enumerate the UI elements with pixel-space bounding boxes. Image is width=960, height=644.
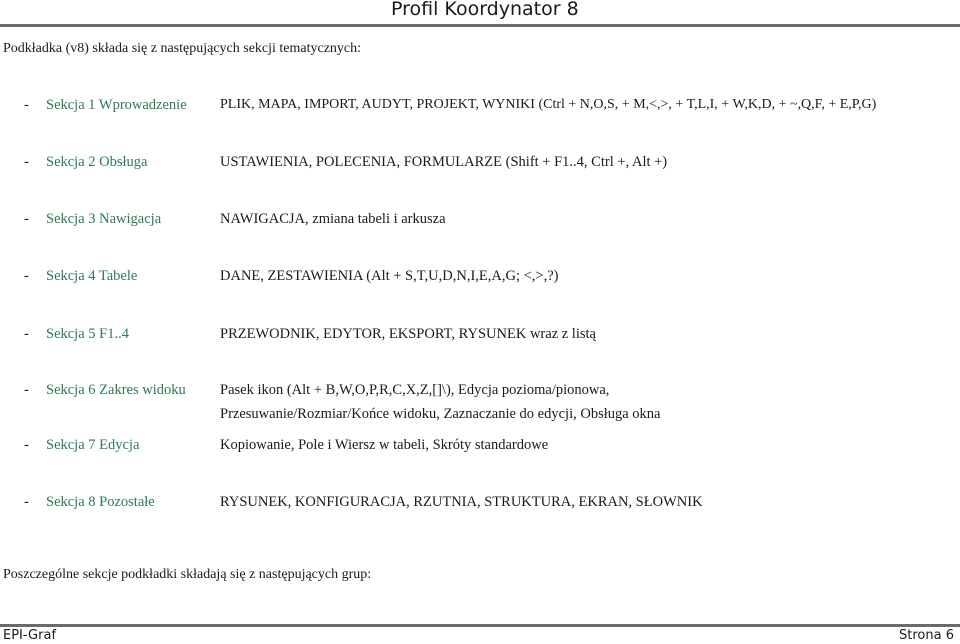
- section-description: PRZEWODNIK, EDYTOR, EKSPORT, RYSUNEK wraz z listą: [220, 326, 596, 342]
- section-name: Sekcja 2 Obsługa: [46, 154, 148, 170]
- list-dash: -: [24, 268, 29, 284]
- section-description: USTAWIENIA, POLECENIA, FORMULARZE (Shift + F1..4, Ctrl +, Alt +): [220, 154, 668, 170]
- list-dash: -: [24, 211, 29, 227]
- section-name: Sekcja 5 F1..4: [46, 326, 129, 342]
- section-description: NAWIGACJA, zmiana tabeli i arkusza: [220, 211, 446, 227]
- section-description: Pasek ikon (Alt + B,W,O,P,R,C,X,Z,[]\), Edycja pozioma/pionowa,: [220, 382, 610, 398]
- section-description: PLIK, MAPA, IMPORT, AUDYT, PROJEKT, WYNIKI (Ctrl + N,O,S, + M,<,>, + T,L,I, + W,K,D, + ~,Q,F, + E,P,G): [220, 97, 877, 112]
- footer-rule: [0, 624, 960, 627]
- list-dash: -: [24, 382, 29, 398]
- section-name: Sekcja 6 Zakres widoku: [46, 382, 186, 398]
- section-description: DANE, ZESTAWIENIA (Alt + S,T,U,D,N,I,E,A,G; <,>,?): [220, 268, 559, 284]
- intro-text: Podkładka (v8) składa się z następujących sekcji tematycznych:: [3, 41, 362, 56]
- page-title: Profil Koordynator 8: [391, 0, 579, 20]
- section-description: Kopiowanie, Pole i Wiersz w tabeli, Skróty standardowe: [220, 437, 549, 453]
- footer-brand: EPI-Graf: [3, 628, 57, 643]
- header-rule: [0, 24, 960, 27]
- section-name: Sekcja 7 Edycja: [46, 437, 140, 453]
- list-dash: -: [24, 494, 29, 510]
- section-name: Sekcja 3 Nawigacja: [46, 211, 162, 227]
- page-number: Strona 6: [899, 628, 954, 643]
- section-name: Sekcja 4 Tabele: [46, 268, 138, 284]
- section-description: RYSUNEK, KONFIGURACJA, RZUTNIA, STRUKTURA, EKRAN, SŁOWNIK: [220, 494, 703, 510]
- list-dash: -: [24, 97, 29, 113]
- section-description: Przesuwanie/Rozmiar/Końce widoku, Zaznaczanie do edycji, Obsługa okna: [220, 406, 661, 422]
- list-dash: -: [24, 326, 29, 342]
- list-dash: -: [24, 437, 29, 453]
- list-dash: -: [24, 154, 29, 170]
- section-name: Sekcja 8 Pozostałe: [46, 494, 155, 510]
- section-name: Sekcja 1 Wprowadzenie: [46, 97, 187, 113]
- outro-text: Poszczególne sekcje podkładki składają się z następujących grup:: [3, 567, 372, 582]
